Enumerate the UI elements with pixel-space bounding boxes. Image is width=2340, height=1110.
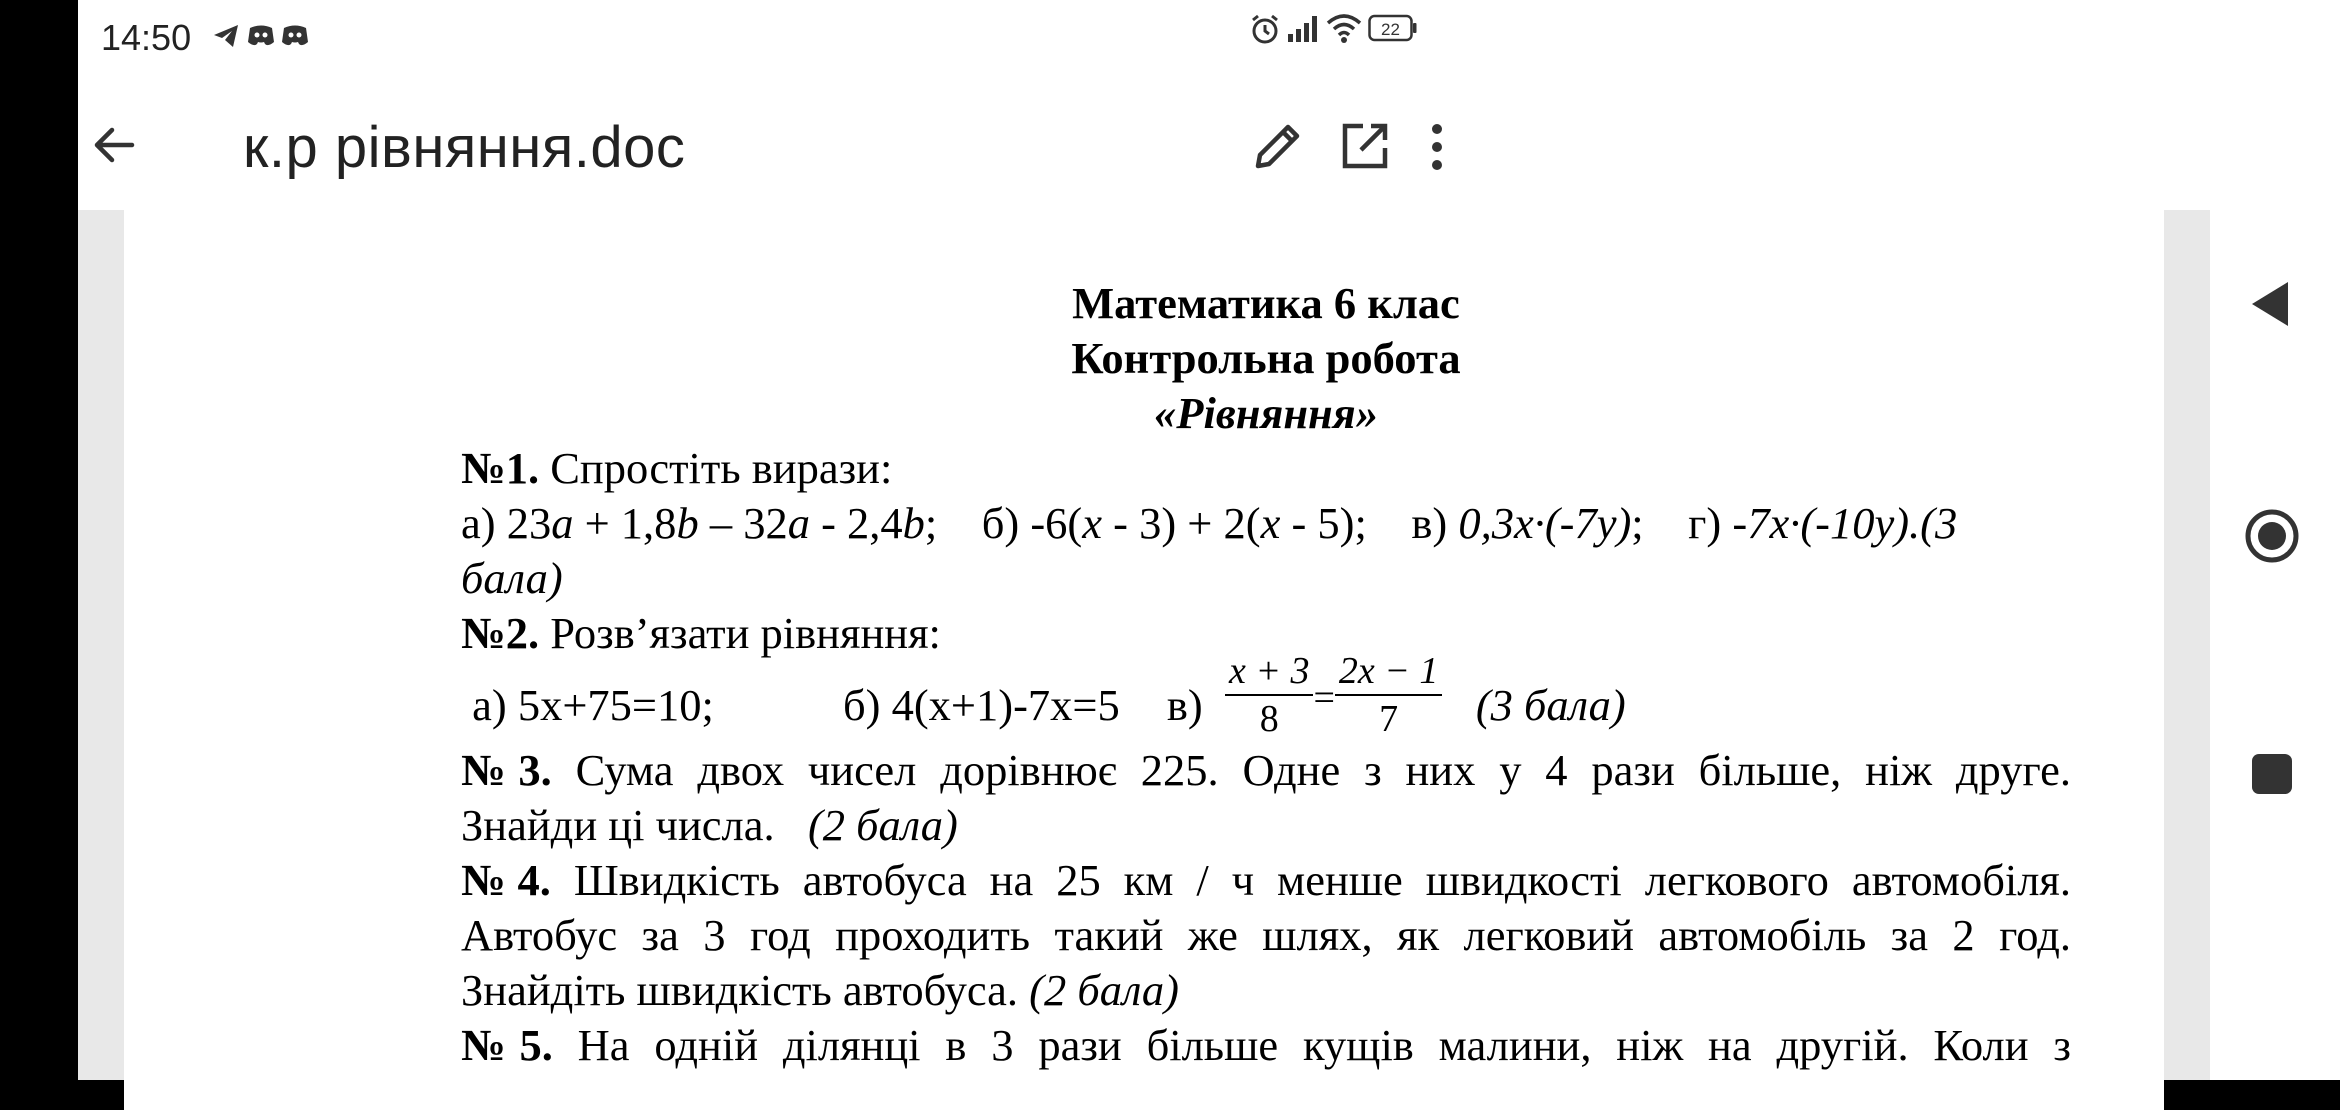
task5-line1: №5. На одній ділянці в 3 рази більше кущів малини, ніж на другій. Коли з [461, 1020, 2072, 1070]
task3-line2: Знайди ці числа. (2 бала) [461, 800, 958, 850]
fraction-left: $\frac{x + 3}{8}$ [1225, 648, 1314, 742]
task3-line1: №3. Сума двох чисел дорівнює 225. Одне з них у 4 рази більше, ніж друге. [461, 745, 2071, 795]
telegram-icon [212, 22, 240, 54]
system-navigation-bar [2210, 0, 2340, 1080]
nav-back-button[interactable] [2248, 278, 2292, 334]
alarm-icon [1250, 14, 1280, 50]
triangle-back-icon [2248, 278, 2292, 330]
battery-icon [1368, 14, 1418, 46]
edit-button[interactable] [1250, 118, 1306, 178]
task1-expressions: а) 23a + 1,8b – 32a - 2,4b; б) -6(x - 3) + 2(x - 5); в) 0,3x·(-7y); г) -7x·(-10y).(3 [461, 498, 1958, 548]
more-vertical-icon [1422, 120, 1452, 174]
pencil-icon [1250, 118, 1306, 174]
task4-line1: №4. Швидкість автобуса на 25 км / ч менше швидкості легкового автомобіля. [461, 855, 2071, 905]
document-title: к.р рівняння.doc [243, 115, 686, 180]
battery-level: 22 [1381, 20, 1400, 39]
left-black-strip [0, 0, 78, 1080]
document-viewer-app [78, 0, 2210, 1080]
square-recents-icon [2250, 752, 2294, 796]
document-viewport[interactable] [78, 210, 2210, 1080]
open-external-button[interactable] [1337, 118, 1393, 178]
signal-icon [1288, 14, 1322, 46]
document-page [124, 210, 2164, 1110]
document-content [461, 276, 2071, 1073]
wifi-icon [1326, 12, 1362, 48]
doc-heading-type: Контрольна робота [1071, 333, 1461, 383]
task4-line2: Автобус за 3 год проходить такий же шлях, як легковий автомобіль за 2 год. [461, 910, 2071, 960]
app-toolbar [78, 78, 2210, 210]
arrow-left-icon [88, 118, 142, 172]
nav-recents-button[interactable] [2250, 752, 2294, 800]
back-button[interactable] [88, 118, 142, 176]
more-options-button[interactable] [1422, 120, 1452, 178]
status-bar [78, 0, 2210, 78]
discord-icon [246, 20, 276, 54]
task2-title: №2. Розв’язати рівняння: [461, 608, 941, 658]
task1-title: №1. Спростіть вирази: [461, 443, 893, 493]
nav-home-button[interactable] [2244, 508, 2300, 568]
status-time: 14:50 [101, 17, 192, 58]
home-circle-icon [2244, 508, 2300, 564]
task4-line3: Знайдіть швидкість автобуса. (2 бала) [461, 965, 1179, 1015]
task2-equations: а) 5x+75=10; б) 4(x+1)-7x=5 в) $\frac{x + 3}{8}$ = $\frac{2x - 1}{7}$ (3 бала) [472, 649, 1626, 740]
discord-icon-2 [280, 20, 310, 54]
doc-heading-topic: «Рівняння» [1154, 388, 1378, 438]
open-in-new-icon [1337, 118, 1393, 174]
task1-score: бала) [461, 553, 563, 603]
doc-heading-subject: Математика 6 клас [1072, 278, 1460, 328]
fraction-right: $\frac{2x - 1}{7}$ [1335, 648, 1443, 742]
